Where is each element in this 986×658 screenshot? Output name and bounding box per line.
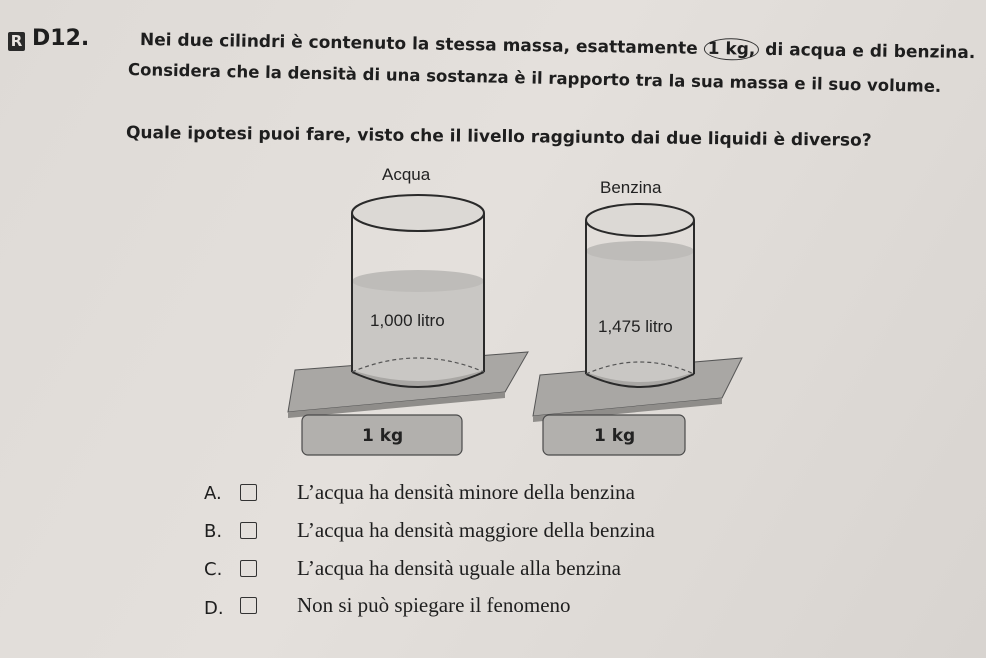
question-line-2: Considera che la densità di una sostanza è il rapporto tra la sua massa e il suo volume. [127, 60, 942, 97]
circled-mass: 1 kg, [703, 38, 759, 61]
option-d-checkbox[interactable] [240, 597, 257, 614]
water-mass: 1 kg [362, 426, 404, 446]
option-a-letter: A. [204, 483, 222, 504]
option-c-checkbox[interactable] [240, 560, 257, 577]
option-b-text: L’acqua ha densità maggiore della benzina [297, 518, 655, 542]
option-a-text: L’acqua ha densità minore della benzina [297, 480, 635, 504]
question-line-1-start: Nei due cilindri è contenuto la stessa massa, esattamente [139, 30, 698, 59]
option-d-text: Non si può spiegare il fenomeno [297, 593, 571, 617]
petrol-volume: 1,475 litro [598, 317, 673, 336]
petrol-mass: 1 kg [594, 426, 636, 446]
water-cylinder-top [352, 195, 484, 231]
question-number: D12. [32, 26, 90, 51]
option-c-text: L’acqua ha densità uguale alla benzina [297, 556, 621, 580]
exercise-badge: R [8, 32, 25, 51]
question-prompt: Quale ipotesi puoi fare, visto che il livello raggiunto dai due liquidi è diverso? [125, 123, 872, 151]
question-line-1-end: di acqua e di benzina. [759, 39, 976, 64]
water-label: Acqua [382, 165, 431, 184]
petrol-liquid [586, 245, 694, 382]
option-c-letter: C. [204, 559, 223, 580]
option-d-letter: D. [204, 598, 224, 619]
petrol-cylinder-top [586, 204, 694, 236]
option-b-checkbox[interactable] [240, 522, 257, 539]
water-volume: 1,000 litro [370, 311, 445, 330]
petrol-liquid-surface [586, 241, 694, 261]
option-b-letter: B. [204, 521, 223, 542]
petrol-label: Benzina [600, 178, 662, 197]
water-liquid-surface [352, 270, 484, 292]
option-a-checkbox[interactable] [240, 484, 257, 501]
